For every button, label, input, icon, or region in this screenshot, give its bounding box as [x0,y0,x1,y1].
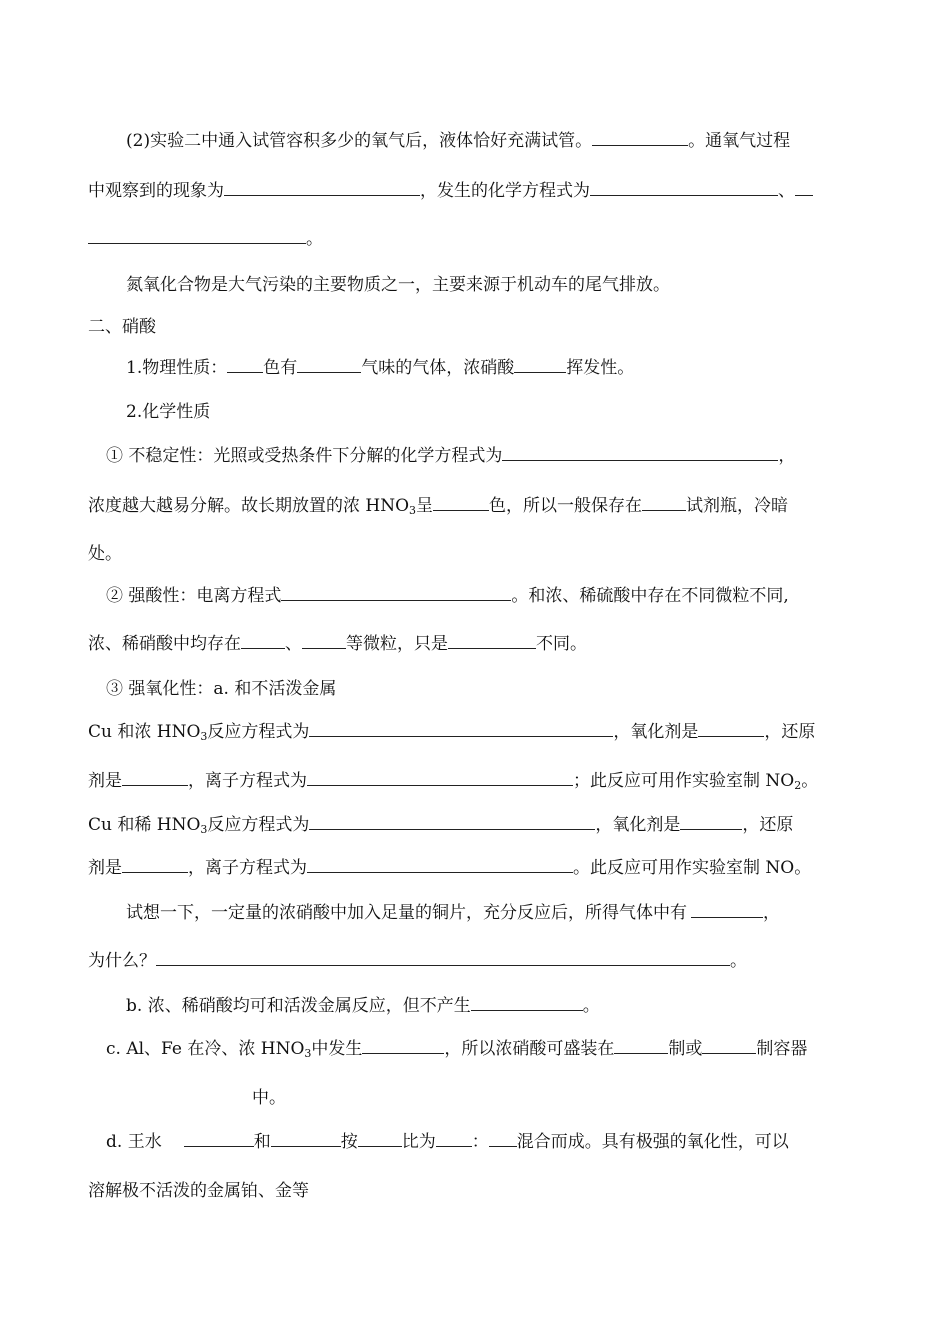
answer-blank[interactable] [698,720,764,737]
answer-blank[interactable] [614,1037,668,1054]
text-line: 1.物理性质： 色有 气味的气体，浓硝酸 挥发性。 [126,358,635,378]
answer-blank[interactable] [307,856,573,873]
text-line: b. 浓、稀硝酸均可和活泼金属反应，但不产生 。 [126,996,600,1016]
answer-blank[interactable] [514,356,566,373]
section-heading: 二、硝酸 [88,317,156,337]
answer-blank[interactable] [358,1130,402,1147]
answer-blank[interactable] [307,769,573,786]
text-line: Cu 和稀 $HNO_3$反应方程式为 ，氧化剂是 ，还原 [88,815,794,836]
answer-blank[interactable] [156,949,730,966]
answer-blank[interactable] [362,1037,444,1054]
answer-blank[interactable] [471,994,583,1011]
text-line: Cu 和浓 $HNO_3$反应方程式为 ，氧化剂是 ，还原 [88,722,816,743]
answer-blank[interactable] [302,632,346,649]
answer-blank[interactable] [309,720,613,737]
text-line: 中观察到的现象为 ，发生的化学方程式为 、 [88,176,813,201]
answer-blank[interactable] [271,1130,341,1147]
answer-blank[interactable] [592,129,688,146]
answer-blank[interactable] [122,856,188,873]
answer-blank[interactable] [224,179,420,196]
answer-blank[interactable] [795,179,813,196]
text-line: 。 [88,224,323,249]
answer-blank[interactable] [88,227,306,244]
answer-blank[interactable] [281,584,511,601]
answer-blank[interactable] [702,1037,756,1054]
answer-blank[interactable] [642,494,686,511]
answer-blank[interactable] [502,444,778,461]
text-line: 中。 [252,1088,286,1108]
text-line: 溶解极不活泼的金属铂、金等 [88,1181,309,1201]
answer-blank[interactable] [184,1130,254,1147]
text-line: ② 强酸性：电离方程式 。和浓、稀硫酸中存在不同微粒不同, [106,586,789,606]
text-line: c. Al、Fe 在冷、浓 $HNO_3$中发生 ，所以浓硝酸可盛装在 制或 制容器 [106,1039,808,1060]
text-line: 试想一下，一定量的浓硝酸中加入足量的铜片，充分反应后，所得气体中有 ， [126,903,780,923]
text-line: 浓、稀硝酸中均存在 、 等微粒，只是 不同。 [88,634,587,654]
answer-blank[interactable] [680,813,742,830]
answer-blank[interactable] [691,901,763,918]
paragraph: 氮氧化合物是大气污染的主要物质之一，主要来源于机动车的尾气排放。 [126,275,670,295]
text-line: d. 王水 和 按 比为 ： 混合而成。具有极强的氧化性，可以 [106,1132,789,1152]
answer-blank[interactable] [433,494,489,511]
text-line: (2)实验二中通入试管容积多少的氧气后，液体恰好充满试管。 。通氧气过程 [126,131,791,151]
answer-blank[interactable] [448,632,536,649]
answer-blank[interactable] [241,632,285,649]
text-line: 剂是 ，离子方程式为 ；此反应可用作实验室制 $NO_2$。 [88,771,819,792]
text-line: 处。 [88,544,122,564]
answer-blank[interactable] [436,1130,472,1147]
text-line: 浓度越大越易分解。故长期放置的浓 $HNO_3$呈 色，所以一般保存在 试剂瓶，冷暗 [88,496,789,517]
answer-blank[interactable] [489,1130,517,1147]
text-line: ① 不稳定性：光照或受热条件下分解的化学方程式为 ， [106,446,796,466]
answer-blank[interactable] [227,356,263,373]
answer-blank[interactable] [122,769,188,786]
text-line: 为什么？ 。 [88,951,747,971]
text-line: 剂是 ，离子方程式为 。此反应可用作实验室制 NO。 [88,858,812,878]
subsection-heading: ③ 强氧化性：a. 和不活泼金属 [106,679,337,699]
answer-blank[interactable] [297,356,361,373]
answer-blank[interactable] [590,179,778,196]
answer-blank[interactable] [309,813,595,830]
subsection-heading: 2.化学性质 [126,402,211,422]
